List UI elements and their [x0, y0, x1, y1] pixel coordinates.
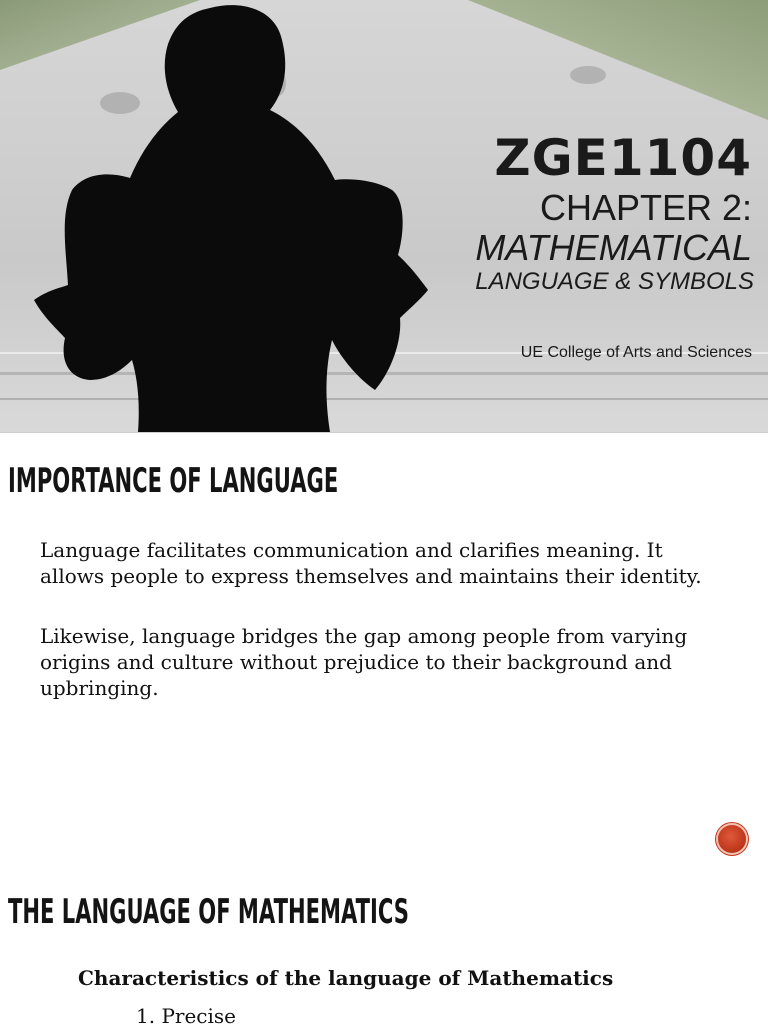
slide-heading: IMPORTANCE OF LANGUAGE [8, 461, 339, 501]
body-paragraph: Language facilitates communication and clarifies meaning. It allows people to express themselves and maintains their identity. [40, 538, 702, 588]
next-slide-button[interactable] [718, 825, 746, 853]
title-slide [0, 0, 768, 432]
institution-label: UE College of Arts and Sciences [520, 344, 752, 361]
grass-background [468, 0, 768, 120]
ground-stain [570, 66, 606, 84]
math-language-slide [0, 866, 768, 1028]
section-subheading: Characteristics of the language of Mathematics [78, 966, 614, 990]
subject-title: MATHEMATICAL [475, 227, 752, 268]
list-item: 1. Precise [136, 1004, 236, 1028]
course-code: ZGE1104 [494, 129, 752, 187]
chapter-label: CHAPTER 2: [539, 187, 752, 228]
title-block [412, 128, 752, 296]
subject-subtitle: LANGUAGE & SYMBOLS [475, 268, 754, 295]
importance-slide [0, 433, 768, 865]
body-paragraph: Likewise, language bridges the gap among people from varying origins and culture without prejudice to their background and upbringing. [40, 624, 688, 700]
slide-heading: THE LANGUAGE OF MATHEMATICS [8, 892, 409, 932]
statue-silhouette-image [20, 0, 440, 432]
